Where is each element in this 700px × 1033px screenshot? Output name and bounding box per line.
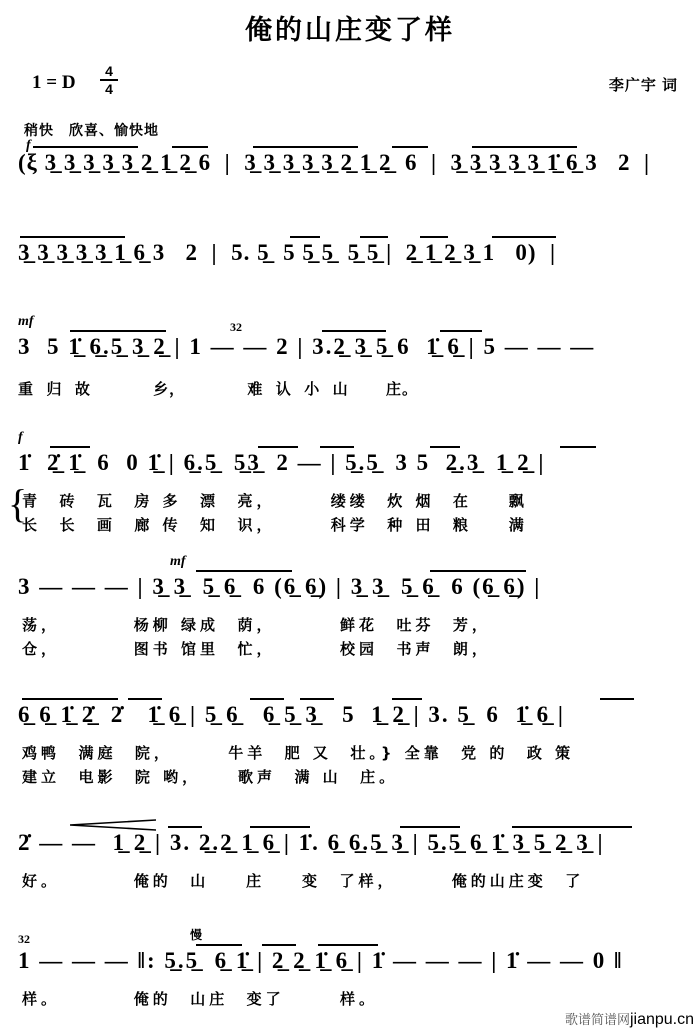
verse-brace: { (8, 481, 28, 526)
watermark-text: 歌谱简谱网 (564, 1013, 630, 1028)
watermark (565, 1009, 694, 1029)
tempo-slow-marking: 慢 (190, 928, 203, 942)
dynamic-mf-3: mf (18, 314, 34, 329)
time-signature (100, 64, 118, 96)
notation-row-8: 1 — — — ‖: 5̲.5̲ 6̲ 1̲̇ | 2̲ 2̲ 1̲̇ 6̲ | 1̇ — — — | 1̇ — — 0 ‖ (18, 948, 624, 973)
tempo-marking: 稍快 欣喜、愉快地 (24, 122, 159, 138)
notation-row-6: 6̲ 6̲ 1̲̇ 2̲̇ 2̇ 1̲̇ 6̲ | 5̲ 6̲ 6̲ 5̲ 3̲ 5 1̲ 2̲ | 3. 5̲ 6 1̲̇ 6̲ | (18, 702, 565, 727)
lyrics-row-8: 样。 俺的 山庄 变了 样。 (22, 990, 379, 1008)
lyrics-row-6b: 建立 电影 院 哟， 歌声 满 山 庄。 (22, 768, 399, 786)
notation-row-2: 3̲ 3̲ 3̲ 3̲ 3̲ 1̲ 6̲ 3 2 | 5. 5̲ 5 5̲ 5̲ 5̲ 5̲ | 2̲ 1̲ 2̲ 3̲ 1 0) | (18, 240, 557, 265)
page-title: 俺的山庄变了样 (245, 15, 455, 46)
dynamic-mf-5: mf (170, 554, 186, 569)
notation-row-4: 1̇ 2̲̇ 1̲̇ 6 0 1̲̇ | 6̲.5̲ 5̲3̲ 2 — | 5̲.5̲ 3 5 2̲.3̲ 1̲ 2̲ | (18, 450, 546, 475)
dynamic-f-1: f (26, 138, 31, 153)
lyrics-row-7: 好。 俺的 山 庄 变 了样， 俺的山庄变 了 (22, 872, 585, 890)
lyrics-row-3: 重 归 故 乡， 难 认 小 山 庄。 (18, 380, 418, 398)
dynamic-f-4: f (18, 430, 23, 445)
notation-row-1: (ξ 3̲ 3̲ 3̲ 3̲ 3̲ 2̲ 1̲ 2̲ 6 | 3̲ 3̲ 3̲ 3̲ 3̲ 2̲ 1̲ 2̲ 6 | 3̲ 3̲ 3̲ 3̲ 3̲ 1̲̇ 6̲ 3 2 | (18, 150, 651, 175)
watermark-url: jianpu.cn (629, 1011, 694, 1028)
repeat-number-32-b: 32 (18, 932, 30, 946)
time-signature-numerator: 4 (100, 64, 118, 81)
lyrics-row-4a: 青 砖 瓦 房 多 漂 亮， 缕缕 炊 烟 在 飘 (22, 492, 528, 510)
lyrics-row-4b: 长 长 画 廊 传 知 识， 科学 种 田 粮 满 (22, 516, 528, 534)
lyrics-row-5a: 荡， 杨柳 绿成 荫， 鲜花 吐芬 芳， (22, 616, 491, 634)
time-signature-denominator: 4 (105, 81, 113, 97)
notation-row-7: 2̇ — — 1̲ 2̲ | 3. 2̲.2̲ 1̲ 6̲ | 1̇. 6̲ 6̲.5̲ 3̲ | 5̲.5̲ 6̲ 1̲̇ 3̲ 5̲ 2̲ 3̲ | (18, 830, 605, 855)
key-signature: 1 = D (32, 72, 76, 93)
repeat-number-32: 32 (230, 320, 242, 334)
lyrics-row-6a: 鸡鸭 满庭 院， 牛羊 肥 又 壮。} 全靠 党 的 政 策 (22, 744, 575, 762)
composer-credit: 李广宇 词 (608, 77, 678, 94)
notation-row-3: 3 5 1̲̇ 6̲.5̲ 3̲ 2̲ | 1 — — 2 | 3.2̲ 3̲ 5̲ 6 1̲̇ 6̲ | 5 — — — (18, 334, 596, 359)
notation-row-5: 3 — — — | 3̲ 3̲ 5̲ 6̲ 6 (6̲ 6̲) | 3̲ 3̲ 5̲ 6̲ 6 (6̲ 6̲) | (18, 574, 542, 599)
lyrics-row-5b: 仓， 图书 馆里 忙， 校园 书声 朗， (22, 640, 491, 658)
crescendo-hairpin (70, 818, 156, 830)
